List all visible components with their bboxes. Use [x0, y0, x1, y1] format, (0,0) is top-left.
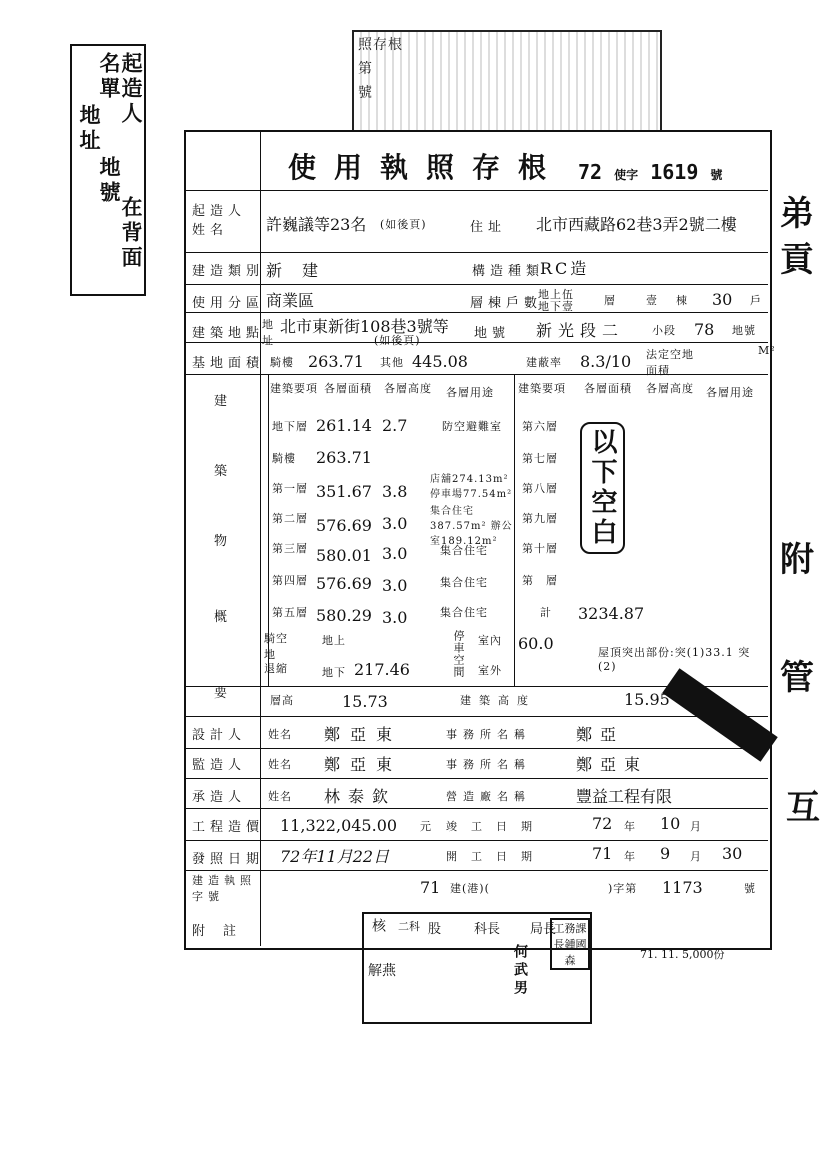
complete-month: 10: [660, 814, 681, 833]
coverage-label: 建蔽率: [526, 356, 562, 369]
applicant-addr-label: 住址: [470, 220, 507, 235]
floor-total: 3234.87: [578, 604, 645, 623]
designer-label: 設計人: [192, 728, 247, 743]
garage-label2: 退縮: [264, 662, 288, 675]
supervisor-office: 鄭亞東: [576, 755, 649, 774]
approval-block: [362, 912, 592, 1024]
floor-use-5: 集合住宅: [440, 606, 488, 619]
floor-height-5: 3.0: [382, 608, 408, 627]
zone-value: 商業區: [266, 291, 315, 310]
start-month: 9: [660, 844, 671, 863]
start-day: 30: [722, 844, 743, 863]
remarks-label: 附註: [192, 924, 255, 939]
floors-above: 地上伍: [538, 288, 574, 301]
issue-label: 發照日期: [192, 852, 265, 867]
type-label: 建造類別: [192, 264, 265, 279]
floor-use-2: 集合住宅387.57m² 辦公室189.12m²: [430, 506, 513, 547]
floor-height-4: 3.0: [382, 576, 408, 595]
zone-label: 使用分區: [192, 296, 265, 311]
site-note: (如後頁): [374, 334, 421, 347]
note-col-5: 在背面: [119, 196, 144, 271]
parking-label: 停車空間: [452, 630, 465, 678]
floor-use-3: 集合住宅: [440, 544, 488, 557]
start-label: 開工日期: [446, 850, 546, 863]
floors-layer: 層: [604, 294, 616, 307]
approval-cell-2: 二科: [398, 920, 420, 933]
floor-name-8: 第八層: [522, 482, 558, 495]
approval-seal: 工務課長鍾國森: [550, 918, 590, 970]
complete-year: 72: [592, 814, 613, 833]
arcade-value: 263.71: [308, 352, 364, 371]
coverage-value: 8.3/10: [580, 352, 632, 371]
site-prefix: 地址: [262, 318, 274, 347]
designer-office: 鄭亞: [576, 725, 625, 744]
bldg-side-1: 建: [214, 394, 233, 409]
floor-height-1: 3.8: [382, 482, 408, 501]
complete-label: 竣工日期: [446, 820, 546, 833]
open-space-label: 法定空地面積: [646, 348, 694, 377]
floors-bldg: 棟: [676, 294, 688, 307]
doc-char: 使字: [614, 168, 639, 182]
garage-above: 地上: [322, 634, 346, 647]
building-height-value: 15.95: [624, 690, 670, 709]
note-col-4: 地號: [97, 156, 122, 206]
floor-name-10: 第十層: [522, 542, 558, 555]
applicant-note: (如後頁): [380, 218, 427, 231]
other-value: 445.08: [412, 352, 468, 371]
parking-outside: 室外: [478, 664, 502, 677]
complete-y-char: 年: [624, 820, 636, 833]
site-value: 北市東新街108巷3號等: [280, 317, 449, 336]
lot-label: 地號: [474, 326, 511, 341]
issue-date: 72年11月22日: [280, 847, 390, 866]
site-label: 建築地點: [192, 326, 265, 341]
complete-m-char: 月: [690, 820, 702, 833]
permit-prefix: 建(港)(: [450, 882, 490, 895]
applicant-note-box: [70, 44, 146, 296]
permit-number: 1173: [662, 878, 703, 897]
cost-unit: 元: [420, 820, 432, 833]
hdr-left-4: 各層用途: [446, 386, 494, 399]
floor-name-b1: 地下層: [272, 420, 308, 433]
floor-name-7: 第七層: [522, 452, 558, 465]
supervisor-name-label: 姓名: [268, 758, 292, 771]
floors-units: 30: [712, 290, 733, 309]
floor-height-3: 3.0: [382, 544, 408, 563]
hdr-left-1: 建築要項: [270, 382, 318, 395]
hdr-right-3: 各層高度: [646, 382, 694, 395]
floor-name-9: 第九層: [522, 512, 558, 525]
lot-number: 78: [694, 320, 715, 339]
struct-label: 構造種類: [472, 264, 545, 279]
hdr-right-1: 建築要項: [518, 382, 566, 395]
floor-area-2: 576.69: [316, 516, 372, 535]
start-m-char: 月: [690, 850, 702, 863]
supervisor-name: 鄭亞東: [324, 755, 403, 774]
permit-label: 建造執照字號: [192, 874, 256, 903]
area-label: 基地面積: [192, 356, 265, 371]
height-label: 層高: [270, 694, 294, 707]
supervisor-label: 監造人: [192, 758, 247, 773]
floor-height-b1: 2.7: [382, 416, 408, 435]
form-title: 使用執照存根: [288, 151, 565, 184]
roof-note: 屋頂突出部份:突(1)33.1 突(2): [598, 646, 751, 673]
floor-use-b1: 防空避難室: [442, 420, 502, 433]
floor-area-3: 580.01: [316, 546, 372, 565]
floor-name-3: 第三層: [272, 542, 308, 555]
hdr-right-4: 各層用途: [706, 386, 754, 399]
garage-below-value: 217.46: [354, 660, 410, 679]
permit-suffix: 號: [744, 882, 756, 895]
cost-value: 11,322,045.00: [280, 816, 398, 835]
designer-office-label: 事務所名稱: [446, 728, 531, 741]
floor-use-1: 店舖274.13m² 停車場77.54m²: [430, 474, 513, 500]
doc-year: 72: [578, 160, 603, 184]
other-label: 其他: [380, 356, 404, 369]
side-fragment-4: 管: [780, 658, 814, 698]
form-grid: [184, 130, 776, 946]
approval-cell-4: 科長: [474, 922, 501, 937]
floor-area-b1: 261.14: [316, 416, 372, 435]
approval-chief: 何武男: [512, 944, 528, 998]
note-col-2: 名單: [97, 52, 122, 102]
stamp-strip-line-2: 第: [358, 61, 373, 77]
print-footer: 71. 11. 5,000份: [640, 948, 725, 961]
contractor-name: 林泰欽: [324, 787, 397, 806]
bldg-side-2: 築: [214, 464, 233, 479]
floor-name-1: 第一層: [272, 482, 308, 495]
supervisor-office-label: 事務所名稱: [446, 758, 531, 771]
lot-section: 新光段二: [536, 321, 625, 340]
applicant-value: 許巍議等23名: [266, 215, 367, 234]
floors-below: 地下壹: [538, 300, 574, 313]
start-year: 71: [592, 844, 613, 863]
parking-inside: 室內: [478, 634, 502, 647]
stamp-strip-line-1: 照存根: [358, 37, 403, 53]
contractor-name-label: 姓名: [268, 790, 292, 803]
lot-char: 地號: [732, 324, 756, 337]
start-y-char: 年: [624, 850, 636, 863]
floor-name-4: 第四層: [272, 574, 308, 587]
floor-area-5: 580.29: [316, 606, 372, 625]
arcade-label: 騎樓: [270, 356, 294, 369]
bldg-side-4: 概: [214, 610, 233, 625]
contractor-office-label: 營造廠名稱: [446, 790, 531, 803]
type-value: 新建: [266, 261, 339, 280]
designer-name: 鄭亞東: [324, 725, 403, 744]
lot-sub: 小段: [652, 324, 676, 337]
hdr-right-2: 各層面積: [584, 382, 632, 395]
floor-name-blank: 第 層: [522, 574, 558, 587]
hdr-left-2: 各層面積: [324, 382, 372, 395]
parking-inside-value: 60.0: [518, 634, 554, 653]
height-value: 15.73: [342, 692, 388, 711]
applicant-address: 北市西藏路62巷3弄2號二樓: [536, 215, 737, 234]
contractor-label: 承造人: [192, 790, 247, 805]
approval-cell-3: 股: [428, 922, 442, 937]
approval-clerk: 解燕: [368, 963, 396, 979]
applicant-label: 起造人姓名: [192, 204, 247, 238]
side-fragment-2: 貢: [780, 240, 814, 280]
approval-cell-5: 局長: [530, 922, 557, 937]
cost-label: 工程造價: [192, 820, 265, 835]
garage-below: 地下: [322, 666, 346, 679]
designer-name-label: 姓名: [268, 728, 292, 741]
floor-name-6: 第六層: [522, 420, 558, 433]
floor-area-1: 351.67: [316, 482, 372, 501]
side-fragment-1: 弟: [780, 194, 814, 234]
side-fragment-3: 附: [780, 540, 814, 580]
hdr-left-3: 各層高度: [384, 382, 432, 395]
blank-below-note: 以下空白: [580, 422, 625, 554]
floor-area-4: 576.69: [316, 574, 372, 593]
floor-name-2: 第二層: [272, 512, 308, 525]
floors-label: 層棟戶數: [470, 296, 543, 311]
bldg-side-5: 要: [214, 686, 233, 701]
bldg-side-3: 物: [214, 534, 233, 549]
floor-height-2: 3.0: [382, 514, 408, 533]
struct-value: RC造: [540, 259, 590, 278]
doc-serial: 1619: [650, 160, 699, 184]
floor-total-label: 計: [540, 606, 552, 619]
floor-name-arcade: 騎樓: [272, 452, 296, 465]
stamp-strip-line-3: 號: [358, 85, 373, 101]
floor-use-4: 集合住宅: [440, 576, 488, 589]
garage-label: 騎空地: [264, 632, 288, 661]
note-col-1: 起造人: [119, 52, 144, 127]
permit-year: 71: [420, 878, 441, 897]
area-unit: M²: [758, 344, 776, 357]
header-stamp-strip: [352, 30, 662, 132]
floors-unit-char: 戶: [750, 294, 762, 307]
approval-cell-1: 核: [370, 918, 386, 936]
side-fragment-5: 互: [786, 788, 820, 828]
building-height-label: 建築高度: [460, 694, 536, 707]
floors-one: 壹: [646, 294, 658, 307]
permit-mid: )字第: [608, 882, 638, 895]
contractor-office: 豐益工程有限: [576, 787, 673, 806]
doc-suffix: 號: [710, 168, 723, 182]
floor-name-5: 第五層: [272, 606, 308, 619]
note-col-3: 地址: [77, 104, 102, 154]
floor-area-arcade: 263.71: [316, 448, 372, 467]
